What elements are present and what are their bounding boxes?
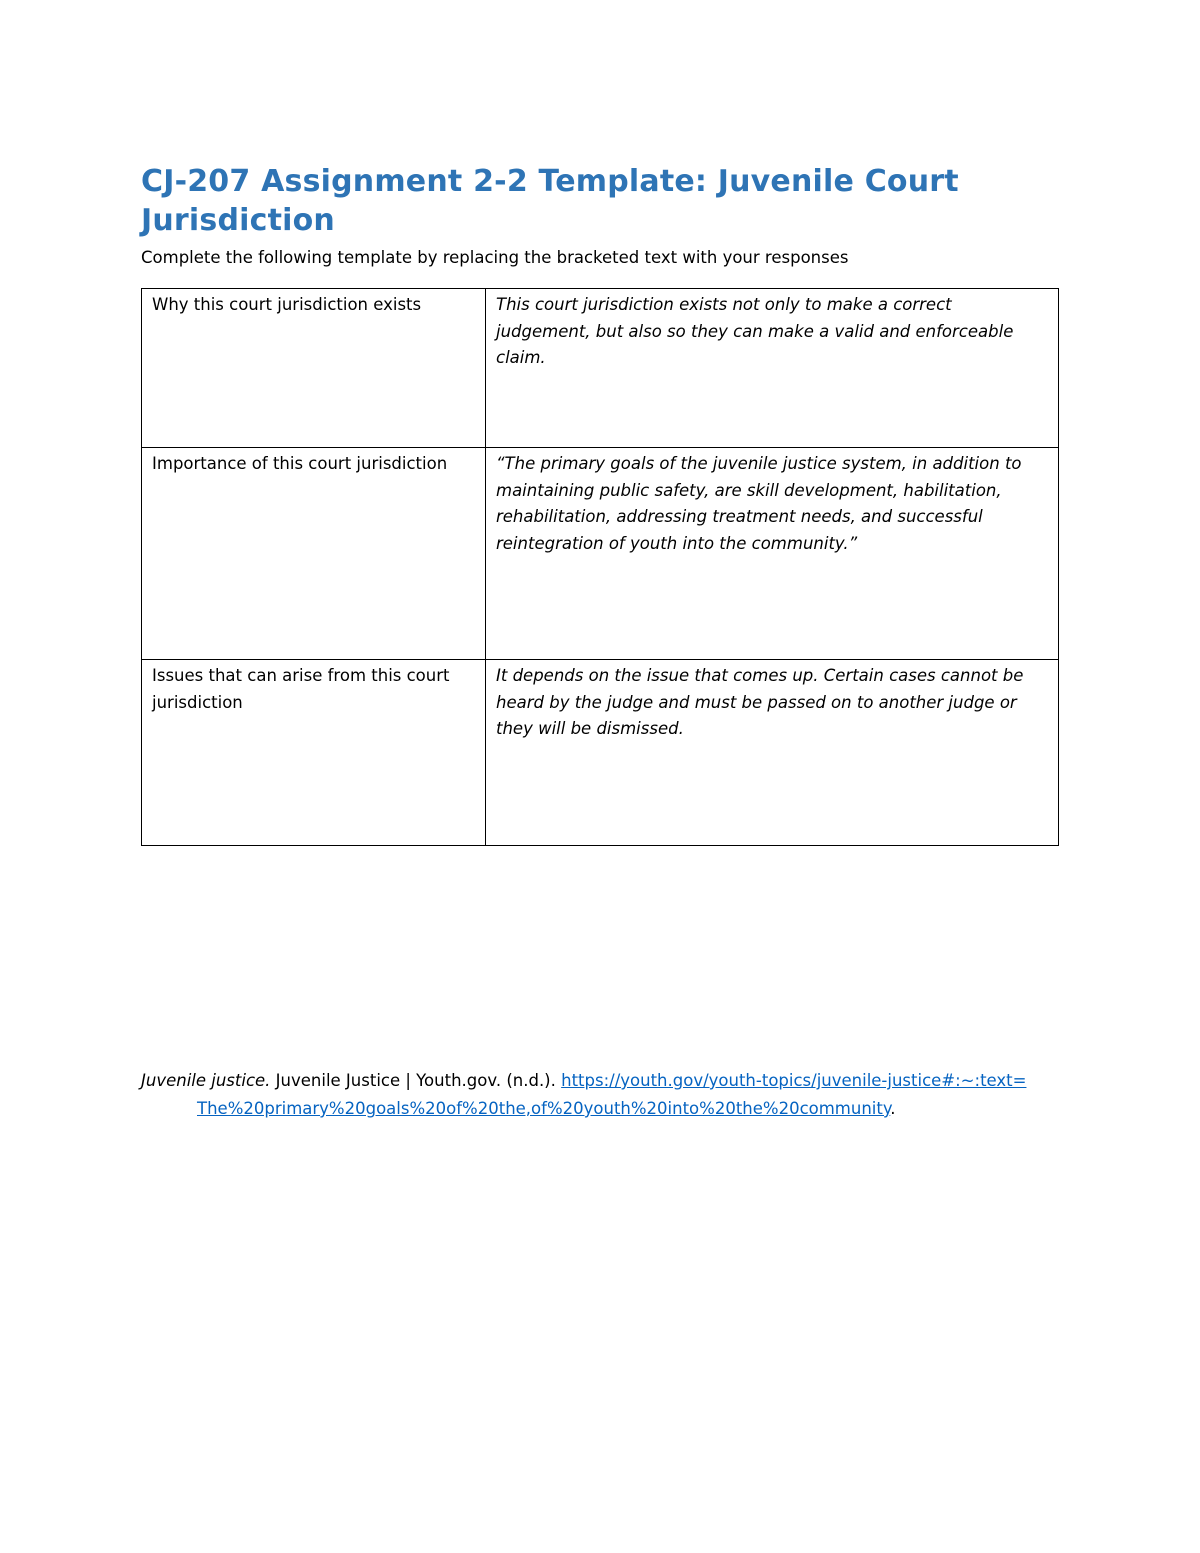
citation-end: . (890, 1099, 896, 1118)
row-label: Why this court jurisdiction exists (142, 289, 486, 448)
row-answer[interactable]: This court jurisdiction exists not only to make a correct judgement, but also so they can make a valid and enforceable claim. (486, 289, 1059, 448)
instructions-text: Complete the following template by replacing the bracketed text with your responses (141, 248, 849, 267)
row-answer[interactable]: It depends on the issue that comes up. Certain cases cannot be heard by the judge and must be passed on to another judge or they will be dismissed. (486, 660, 1059, 846)
row-label: Importance of this court jurisdiction (142, 448, 486, 660)
table-row (142, 660, 1059, 846)
table-row (142, 448, 1059, 660)
document-title: CJ-207 Assignment 2-2 Template: Juvenile Court Jurisdiction (141, 164, 959, 238)
row-answer[interactable]: “The primary goals of the juvenile justice system, in addition to maintaining public safety, are skill development, habilitation, rehabilitation, addressing treatment needs, and successful reintegration of youth into the community.” (486, 448, 1059, 660)
citation-title: Juvenile justice. (141, 1071, 271, 1090)
citation-source: Juvenile Justice | Youth.gov. (n.d.). (270, 1071, 562, 1090)
jurisdiction-table (141, 288, 1059, 846)
table-row (142, 289, 1059, 448)
reference-citation (141, 1067, 1027, 1123)
row-label: Issues that can arise from this court jurisdiction (142, 660, 486, 846)
citation-link[interactable]: https://youth.gov/youth-topics/juvenile-justice#:~:text=The%20primary%20goals%20of%20the,of%20youth%20into%20the%20community (197, 1071, 1027, 1118)
